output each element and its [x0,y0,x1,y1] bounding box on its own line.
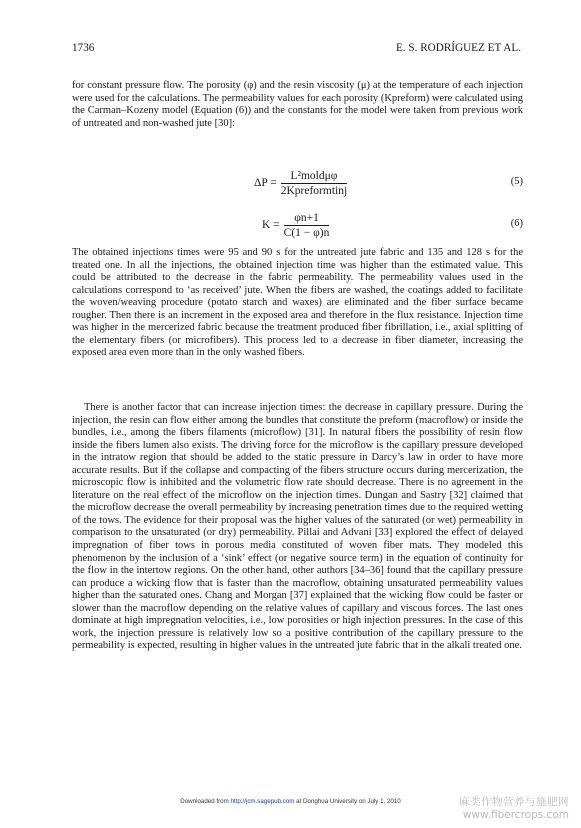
footer-prefix: Downloaded from [180,798,231,805]
site-watermark [459,796,569,822]
watermark-chinese-text: 麻类作物营养与施肥网 [459,796,569,808]
running-head-authors: E. S. RODRÍGUEZ ET AL. [395,42,521,54]
equation-5 [72,163,523,203]
paragraph-text: The obtained injections times were 95 and 90 s for the untreated jute fabric and 135 and 128 s for the treated one. In all the injections, the obtained injection time was higher than the estimated value. This could be attributed to the decrease in the fabric permeability. The permeability values used in the calculations correspond to ‘as received’ jute. When the fibers are washed, the coatings added to facilitate the woven/weaving procedure (potato starch and waxes) are eliminated and the fiber surface became rougher. Then there is an increment in the exposed area and therefore in the flux resistance. Injection time was higher in the mercerized fabric because the treatment produced fiber fibrillation, i.e., axial splitting of the elementary fibers (or microfibers). This process led to a decrease in fiber diameter, increasing the exposed area even more than in the only washed fibers. [72,247,523,359]
equation-5-lhs: ΔP = [254,177,277,189]
equation-6-numerator: φn+1 [284,212,330,226]
equation-5-denominator: 2Kpreformtinj [280,184,348,197]
equation-6-fraction [284,212,330,239]
equation-6 [72,205,523,245]
watermark-url: www.fibercrops.com [462,809,569,821]
footer-link[interactable]: http://jcm.sagepub.com [230,798,295,805]
paragraph-permeability-method [72,80,523,130]
equation-6-number: (6) [510,218,523,229]
footer-suffix: at Donghua University on July 1, 2010 [294,798,401,805]
equation-6-lhs: K = [262,219,280,231]
paragraph-injection-times [72,247,523,360]
equation-5-numerator: L²moldμφ [281,170,347,184]
paragraph-text: There is another factor that can increase injection times: the decrease in capillary pressure. During the injection, the resin can flow either among the bundles that constitute the preform (macroflow) or inside the bundles, i.e., among the fibers filaments (microflow) [31]. In natural fibers the possibility of resin flow inside the fibers lumen also exists. The driving force for the microflow is the capillary pressure developed in the intratow region that should be added to the static pressure in Darcy’s law in order to have more accurate results. But if the collapse and compacting of the fibers structure occurs during mercerization, the microscopic flow is inhibited and the volumetric flow rate should decrease. There is no agreement in the literature on the real effect of the microflow on the injection times. Dungan and Sastry [32] claimed that the microflow decrease the overall permeability by increasing penetration times due to the required wetting of the tows. The evidence for their proposal was the higher values of the saturated (or wet) permeability in comparison to the unsaturated (or dry) permeability. Pillai and Advani [33] explored the effect of delayed impregnation of fiber tows in porous media constituted of woven fiber mats. They modeled this phenomenon by the inclusion of a ‘sink’ effect (or negative source term) in the equation of continuity for the flow in the intertow regions. On the other hand, other authors [34–36] found that the capillary pressure can produce a wicking flow that is faster than the macroflow, obtaining unsaturated permeability values higher than the saturated ones. Chang and Morgan [37] explained that the wicking flow could be faster or slower than the macroflow depending on the relative values of capillary and viscous forces. The last ones dominate at high impregnation velocities, i.e., low porosities or high injection pressures. In the case of this work, the injection pressure is relatively low so a positive contribution of the capillary pressure to the permeability is expected, resulting in higher values in the untreated jute fabric that in the alkali treated one. [72,402,523,652]
equation-5-fraction [281,170,347,197]
paragraph-capillary-pressure [72,402,523,653]
equation-6-denominator: C(1 − φ)n [283,226,330,239]
paragraph-text: for constant pressure flow. The porosity (φ) and the resin viscosity (μ) at the temperature of each injection were used for the calculations. The permeability values for each porosity (Kpreform) were calculated using the Carman–Kozeny model (Equation (6)) and the constants for the model were taken from previous work of untreated and non-washed jute [30]: [72,80,523,129]
page-number: 1736 [72,42,95,54]
equation-5-number: (5) [510,176,523,187]
